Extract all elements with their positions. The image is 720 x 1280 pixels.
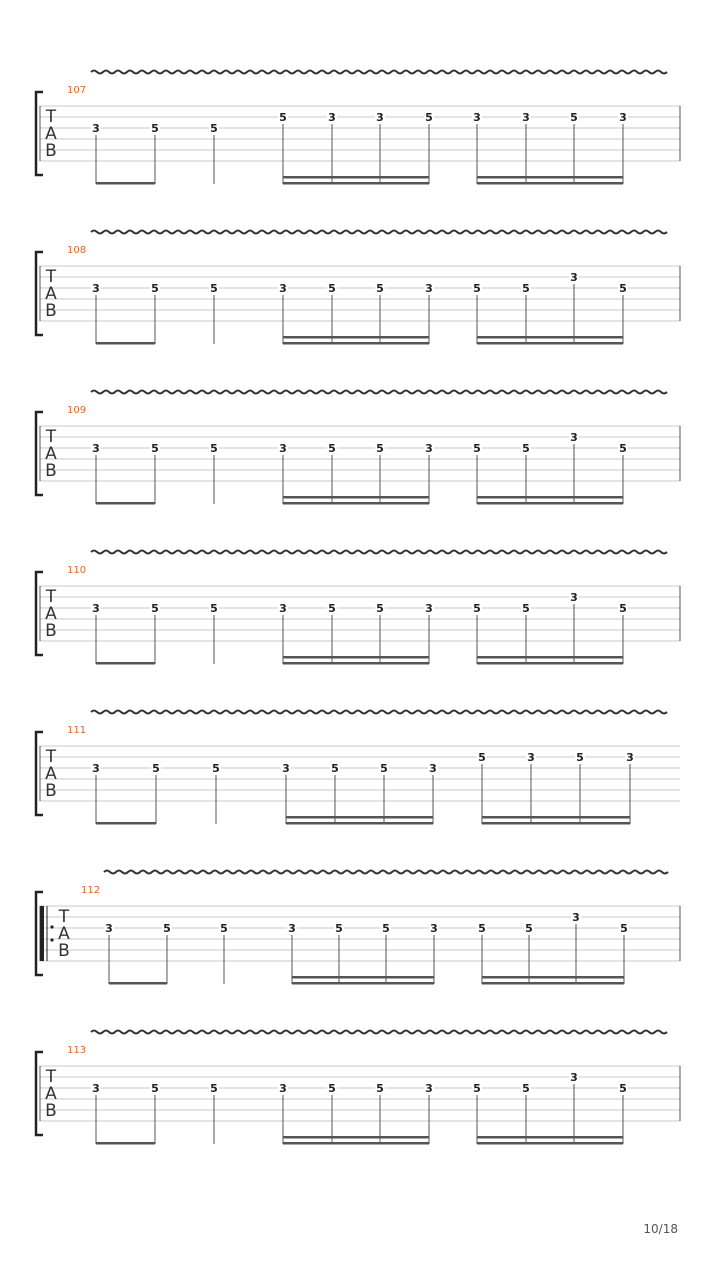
beam-secondary	[477, 656, 623, 659]
tab-clef-letter: A	[45, 124, 57, 144]
tab-clef-letter: T	[58, 907, 70, 927]
fret-number: 5	[210, 1082, 218, 1095]
fret-number: 5	[576, 751, 584, 764]
fret-number: 5	[328, 602, 336, 615]
fret-number: 3	[92, 282, 100, 295]
fret-number: 3	[473, 111, 481, 124]
vibrato-line	[91, 71, 667, 74]
fret-number: 3	[279, 282, 287, 295]
tab-clef-letter: B	[45, 301, 57, 321]
beam-secondary	[482, 976, 624, 979]
fret-number: 5	[473, 282, 481, 295]
fret-number: 5	[522, 602, 530, 615]
fret-number: 3	[92, 442, 100, 455]
tab-clef-letter: T	[45, 107, 57, 127]
fret-number: 5	[152, 762, 160, 775]
fret-number: 5	[525, 922, 533, 935]
tab-clef-letter: B	[58, 941, 70, 961]
vibrato-line	[91, 391, 667, 394]
vibrato-line	[91, 551, 667, 554]
fret-number: 5	[473, 1082, 481, 1095]
repeat-dot	[50, 925, 53, 928]
beam-secondary	[283, 496, 429, 499]
measure-number: 110	[67, 565, 87, 576]
fret-number: 3	[282, 762, 290, 775]
fret-number: 5	[151, 122, 159, 135]
fret-number: 3	[279, 602, 287, 615]
fret-number: 5	[210, 122, 218, 135]
beam	[96, 502, 155, 505]
fret-number: 5	[522, 1082, 530, 1095]
beam-secondary	[286, 816, 433, 819]
fret-number: 5	[376, 602, 384, 615]
tab-clef-letter: B	[45, 1101, 57, 1121]
fret-number: 3	[425, 1082, 433, 1095]
fret-number: 5	[328, 442, 336, 455]
fret-number: 5	[151, 602, 159, 615]
fret-number: 3	[92, 1082, 100, 1095]
fret-number: 5	[473, 602, 481, 615]
vibrato-line	[91, 1031, 667, 1034]
tab-system-107	[36, 71, 680, 185]
fret-number: 3	[425, 602, 433, 615]
fret-number: 5	[473, 442, 481, 455]
beam	[283, 182, 429, 185]
fret-number: 3	[328, 111, 336, 124]
fret-number: 3	[429, 762, 437, 775]
beam	[96, 822, 156, 825]
beam	[283, 502, 429, 505]
fret-number: 5	[478, 922, 486, 935]
fret-number: 3	[570, 591, 578, 604]
tab-clef-letter: B	[45, 461, 57, 481]
fret-number: 5	[570, 111, 578, 124]
fret-number: 3	[425, 442, 433, 455]
measure-number: 112	[81, 885, 101, 896]
beam	[96, 342, 155, 345]
fret-number: 5	[619, 282, 627, 295]
measure-number: 109	[67, 405, 87, 416]
measure-number: 111	[67, 725, 87, 736]
beam	[482, 822, 630, 825]
fret-number: 3	[279, 1082, 287, 1095]
fret-number: 3	[92, 762, 100, 775]
beam-secondary	[482, 816, 630, 819]
beam-secondary	[283, 656, 429, 659]
fret-number: 5	[619, 602, 627, 615]
beam-secondary	[292, 976, 434, 979]
repeat-dot	[50, 938, 53, 941]
fret-number: 5	[522, 442, 530, 455]
vibrato-line	[91, 711, 667, 714]
tab-system-109	[36, 391, 680, 505]
fret-number: 5	[382, 922, 390, 935]
fret-number: 5	[335, 922, 343, 935]
fret-number: 3	[376, 111, 384, 124]
fret-number: 3	[572, 911, 580, 924]
fret-number: 5	[210, 602, 218, 615]
beam	[109, 982, 167, 985]
beam	[283, 1142, 429, 1145]
beam	[292, 982, 434, 985]
tab-system-111	[36, 711, 680, 825]
tab-system-108	[36, 231, 680, 345]
fret-number: 5	[212, 762, 220, 775]
fret-number: 5	[376, 282, 384, 295]
fret-number: 5	[328, 1082, 336, 1095]
fret-number: 5	[163, 922, 171, 935]
tab-system-113	[36, 1031, 680, 1145]
measure-number: 108	[67, 245, 87, 256]
fret-number: 5	[151, 282, 159, 295]
tab-clef-letter: T	[45, 587, 57, 607]
fret-number: 3	[522, 111, 530, 124]
tab-clef-letter: T	[45, 1067, 57, 1087]
beam	[286, 822, 433, 825]
vibrato-line	[104, 871, 668, 874]
fret-number: 3	[279, 442, 287, 455]
beam	[96, 662, 155, 665]
beam-secondary	[477, 1136, 623, 1139]
beam-secondary	[477, 176, 623, 179]
fret-number: 5	[376, 1082, 384, 1095]
vibrato-line	[91, 231, 667, 234]
beam-secondary	[477, 496, 623, 499]
tab-clef-letter: A	[45, 444, 57, 464]
tab-clef-letter: A	[58, 924, 70, 944]
measure-number: 107	[67, 85, 87, 96]
fret-number: 3	[288, 922, 296, 935]
beam	[96, 182, 155, 185]
fret-number: 3	[570, 271, 578, 284]
fret-number: 5	[331, 762, 339, 775]
fret-number: 3	[619, 111, 627, 124]
fret-number: 5	[210, 442, 218, 455]
fret-number: 3	[570, 1071, 578, 1084]
beam	[477, 342, 623, 345]
fret-number: 3	[570, 431, 578, 444]
fret-number: 5	[620, 922, 628, 935]
beam	[477, 502, 623, 505]
fret-number: 5	[151, 442, 159, 455]
tab-clef-letter: T	[45, 427, 57, 447]
tab-clef-letter: A	[45, 284, 57, 304]
fret-number: 3	[626, 751, 634, 764]
tab-clef-letter: A	[45, 764, 57, 784]
fret-number: 3	[425, 282, 433, 295]
fret-number: 5	[328, 282, 336, 295]
beam	[477, 1142, 623, 1145]
tab-clef-letter: A	[45, 604, 57, 624]
fret-number: 5	[376, 442, 384, 455]
fret-number: 3	[527, 751, 535, 764]
fret-number: 5	[210, 282, 218, 295]
tab-clef-letter: A	[45, 1084, 57, 1104]
tab-clef-letter: B	[45, 141, 57, 161]
tab-clef-letter: B	[45, 621, 57, 641]
measure-number: 113	[67, 1045, 87, 1056]
beam-secondary	[283, 1136, 429, 1139]
tab-clef-letter: B	[45, 781, 57, 801]
beam-secondary	[477, 336, 623, 339]
fret-number: 5	[522, 282, 530, 295]
repeat-thick-bar	[40, 906, 44, 961]
fret-number: 3	[92, 602, 100, 615]
fret-number: 5	[220, 922, 228, 935]
beam	[283, 342, 429, 345]
fret-number: 5	[425, 111, 433, 124]
fret-number: 5	[151, 1082, 159, 1095]
page-number: 10/18	[643, 1222, 678, 1236]
beam	[283, 662, 429, 665]
fret-number: 3	[105, 922, 113, 935]
beam	[477, 182, 623, 185]
beam-secondary	[283, 336, 429, 339]
beam	[96, 1142, 155, 1145]
fret-number: 5	[478, 751, 486, 764]
fret-number: 5	[619, 1082, 627, 1095]
beam-secondary	[283, 176, 429, 179]
beam	[482, 982, 624, 985]
tab-system-110	[36, 551, 680, 665]
tab-system-112	[36, 871, 680, 985]
fret-number: 5	[380, 762, 388, 775]
tab-clef-letter: T	[45, 267, 57, 287]
beam	[477, 662, 623, 665]
fret-number: 5	[279, 111, 287, 124]
tab-clef-letter: T	[45, 747, 57, 767]
fret-number: 3	[92, 122, 100, 135]
fret-number: 3	[430, 922, 438, 935]
fret-number: 5	[619, 442, 627, 455]
